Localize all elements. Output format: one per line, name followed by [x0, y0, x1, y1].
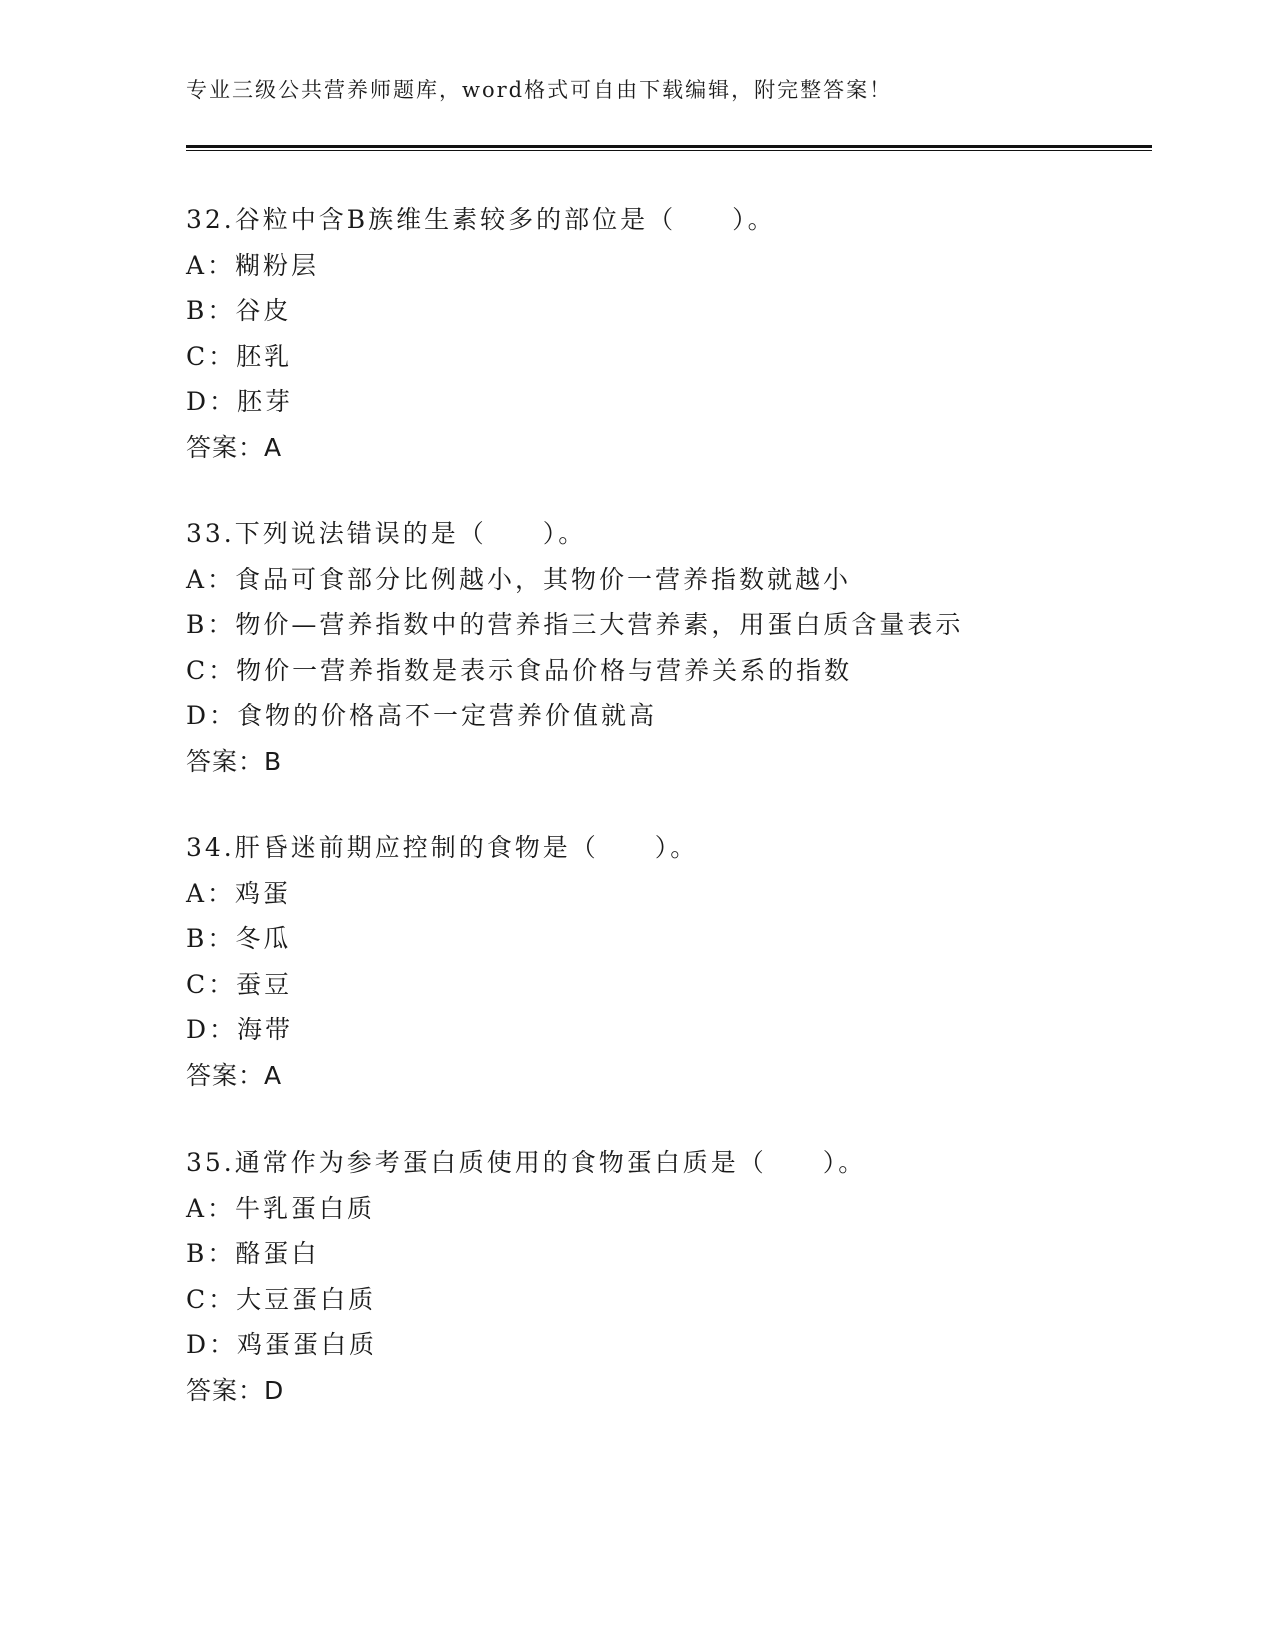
question-stem: 34.肝昏迷前期应控制的食物是（ ）。	[186, 833, 699, 862]
question-stem: 33.下列说法错误的是（ ）。	[186, 519, 587, 548]
answer: 答案：A	[186, 1060, 283, 1090]
question-32	[186, 197, 1146, 470]
answer: 答案：A	[186, 432, 283, 462]
option-a: A：牛乳蛋白质	[186, 1193, 376, 1223]
option-a: A：食品可食部分比例越小，其物价一营养指数就越小	[186, 564, 852, 594]
header-rule-thin	[186, 150, 1152, 151]
option-d: D：鸡蛋蛋白质	[186, 1330, 378, 1359]
option-c: C：蚕豆	[186, 969, 293, 999]
option-a: A：糊粉层	[186, 250, 320, 280]
question-34	[186, 825, 1146, 1098]
option-c: C：胚乳	[186, 341, 293, 371]
answer: 答案：D	[186, 1375, 285, 1405]
question-stem: 32.谷粒中含B族维生素较多的部位是（ ）。	[186, 205, 776, 234]
header-rule-thick	[186, 145, 1152, 148]
option-c: C：大豆蛋白质	[186, 1284, 377, 1314]
question-33	[186, 511, 1146, 784]
question-stem: 35.通常作为参考蛋白质使用的食物蛋白质是（ ）。	[186, 1148, 867, 1177]
option-d: D：食物的价格高不一定营养价值就高	[186, 701, 658, 730]
page-header: 专业三级公共营养师题库，word格式可自由下载编辑，附完整答案！	[186, 78, 893, 102]
option-a: A：鸡蛋	[186, 878, 292, 908]
option-c: C：物价一营养指数是表示食品价格与营养关系的指数	[186, 655, 853, 685]
answer: 答案：B	[186, 746, 283, 776]
option-b: B：酪蛋白	[186, 1239, 320, 1268]
option-d: D：胚芽	[186, 387, 294, 416]
option-b: B：物价—营养指数中的营养指三大营养素，用蛋白质含量表示	[186, 610, 964, 639]
question-35	[186, 1140, 1146, 1413]
option-b: B：谷皮	[186, 296, 292, 325]
option-b: B：冬瓜	[186, 924, 292, 953]
option-d: D：海带	[186, 1015, 294, 1044]
